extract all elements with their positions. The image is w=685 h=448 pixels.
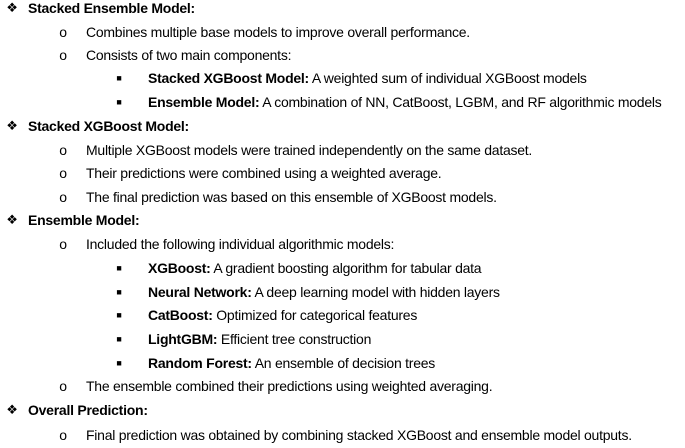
list-item-text: Included the following individual algorithmic models: — [86, 236, 395, 252]
circle-bullet-icon: o — [59, 378, 67, 394]
list-item — [0, 22, 470, 42]
square-bullet-icon: ■ — [116, 287, 122, 297]
sub-item-term: LightGBM: — [148, 331, 218, 347]
heading-text: Overall Prediction: — [28, 402, 148, 418]
sub-item-term: CatBoost: — [148, 307, 213, 323]
list-item — [0, 45, 291, 65]
sub-item-term: Neural Network: — [148, 284, 252, 300]
heading-text: Ensemble Model: — [28, 212, 140, 228]
list-item — [0, 163, 441, 183]
sub-item-term: Ensemble Model: — [148, 94, 260, 110]
circle-bullet-icon: o — [59, 236, 67, 252]
list-item — [0, 140, 532, 160]
square-bullet-icon: ■ — [116, 263, 122, 273]
list-item — [0, 187, 497, 207]
diamond-bullet-icon: ❖ — [6, 212, 18, 227]
list-item — [0, 234, 394, 254]
sub-item-text: Efficient tree construction — [217, 331, 372, 347]
sub-item-text: A gradient boosting algorithm for tabular data — [210, 260, 482, 276]
heading-text: Stacked Ensemble Model: — [28, 0, 195, 16]
list-item-text: Consists of two main components: — [86, 47, 292, 63]
circle-bullet-icon: o — [59, 165, 67, 181]
circle-bullet-icon: o — [59, 47, 67, 63]
diamond-bullet-icon: ❖ — [6, 0, 18, 15]
sub-list-item — [0, 329, 371, 349]
sub-list-item — [0, 282, 500, 302]
sub-item-term: Random Forest: — [148, 355, 252, 371]
square-bullet-icon: ■ — [116, 97, 122, 107]
list-item-text: The ensemble combined their predictions using weighted averaging. — [86, 378, 493, 394]
list-item-text: Combines multiple base models to improve overall performance. — [86, 24, 470, 40]
sub-item-term: XGBoost: — [148, 260, 211, 276]
list-item-text: The final prediction was based on this ensemble of XGBoost models. — [86, 189, 497, 205]
list-item-text: Multiple XGBoost models were trained independently on the same dataset. — [86, 142, 533, 158]
sub-list-item — [0, 258, 481, 278]
diamond-bullet-icon: ❖ — [6, 402, 18, 417]
sub-item-text: An ensemble of decision trees — [251, 355, 436, 371]
circle-bullet-icon: o — [59, 189, 67, 205]
sub-list-item — [0, 353, 435, 373]
list-item — [0, 376, 492, 396]
square-bullet-icon: ■ — [116, 310, 122, 320]
sub-item-text: A weighted sum of individual XGBoost models — [308, 70, 587, 86]
square-bullet-icon: ■ — [116, 73, 122, 83]
section-heading-stacked-ensemble — [0, 0, 195, 18]
sub-item-text: A combination of NN, CatBoost, LGBM, and RF algorithmic models — [259, 94, 662, 110]
circle-bullet-icon: o — [59, 24, 67, 40]
list-item-text: Their predictions were combined using a weighted average. — [86, 165, 442, 181]
circle-bullet-icon: o — [59, 427, 67, 443]
sub-list-item — [0, 305, 417, 325]
circle-bullet-icon: o — [59, 142, 67, 158]
section-heading-ensemble-model — [0, 210, 139, 230]
sub-item-text: Optimized for categorical features — [212, 307, 418, 323]
square-bullet-icon: ■ — [116, 358, 122, 368]
list-item-text: Final prediction was obtained by combining stacked XGBoost and ensemble model outputs. — [86, 427, 632, 443]
section-heading-overall-prediction — [0, 400, 148, 420]
list-item — [0, 425, 632, 445]
sub-item-term: Stacked XGBoost Model: — [148, 70, 309, 86]
sub-list-item — [0, 68, 587, 88]
section-heading-stacked-xgboost — [0, 116, 189, 136]
heading-text: Stacked XGBoost Model: — [28, 118, 189, 134]
square-bullet-icon: ■ — [116, 334, 122, 344]
diamond-bullet-icon: ❖ — [6, 118, 18, 133]
sub-item-text: A deep learning model with hidden layers — [251, 284, 500, 300]
sub-list-item — [0, 92, 662, 112]
